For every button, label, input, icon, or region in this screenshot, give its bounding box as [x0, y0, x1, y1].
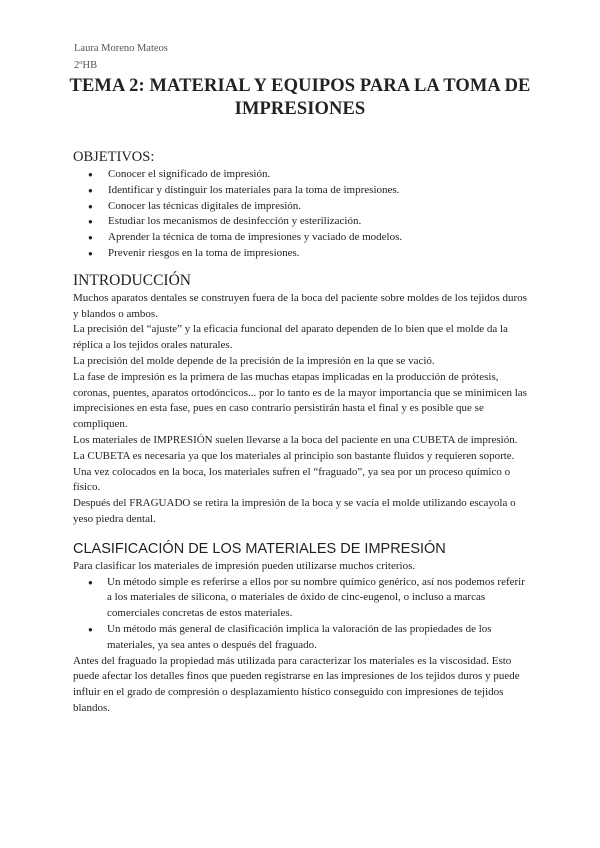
- objectives-heading: OBJETIVOS:: [73, 149, 155, 165]
- bullet-icon: ●: [88, 217, 93, 227]
- objective-text: Estudiar los mecanismos de desinfección y esterilización.: [108, 215, 362, 228]
- intro-paragraph: Muchos aparatos dentales se construyen fuera de la boca del paciente sobre moldes de los tejidos duros y blandos o ambos.: [73, 291, 527, 320]
- classification-heading: CLASIFICACIÓN DE LOS MATERIALES DE IMPRESIÓN: [73, 540, 446, 557]
- intro-paragraph: Una vez colocados en la boca, los materiales sufren el “fraguado”, ya sea por un proceso químico o físico.: [73, 465, 511, 494]
- objective-item: [73, 214, 528, 230]
- introduction-heading: INTRODUCCIÓN: [73, 271, 191, 289]
- objective-text: Prevenir riesgos en la toma de impresiones.: [108, 246, 300, 259]
- objective-item: [73, 199, 528, 215]
- author-name: Laura Moreno Mateos: [74, 43, 168, 54]
- bullet-icon: ●: [88, 185, 93, 195]
- intro-paragraph: La precisión del molde depende de la precisión de la impresión en la que se vació.: [73, 354, 435, 367]
- intro-paragraph: Después del FRAGUADO se retira la impresión de la boca y se vacía el molde utilizando escayola o yeso piedra dental.: [73, 497, 516, 525]
- bullet-icon: ●: [88, 233, 93, 243]
- intro-paragraph: La fase de impresión es la primera de las muchas etapas implicadas en la producción de prótesis, coronas, puentes, aparatos ortodóncicos... por lo tanto es de la mayor importancia que se minimicen las imprecisiones en esta fase, pues en caso contrario persistirán hasta el final y es posible que se compliquen.: [73, 370, 527, 431]
- bullet-icon: ●: [88, 170, 93, 179]
- classification-item: [73, 622, 528, 654]
- page-title: TEMA 2: MATERIAL Y EQUIPOS PARA LA TOMA DE IMPRESIONES: [69, 76, 531, 119]
- bullet-icon: ●: [88, 624, 93, 634]
- objective-item: [73, 246, 528, 262]
- bullet-icon: ●: [88, 201, 93, 211]
- objective-text: Conocer las técnicas digitales de impresión.: [108, 199, 302, 212]
- objective-text: Conocer el significado de impresión.: [108, 168, 271, 180]
- objective-item: [73, 230, 528, 246]
- group-label: 2ºHB: [74, 60, 98, 71]
- objectives-list: [73, 167, 528, 262]
- intro-paragraph: La CUBETA es necesaria ya que los materiales al principio son bastante fluidos y requieren soporte.: [73, 449, 515, 462]
- objective-text: Aprender la técnica de toma de impresiones y vaciado de modelos.: [108, 231, 403, 244]
- classification-list: [73, 575, 528, 654]
- classification-closing: Antes del fraguado la propiedad más utilizada para caracterizar los materiales es la viscosidad. Esto puede afectar los detalles finos que pueden registrarse en las impresiones de los tejidos duros y puede influir en el grado de compresión o desplazamiento hístico conseguido con impresiones de tejidos blandos.: [73, 654, 520, 714]
- bullet-icon: ●: [88, 248, 93, 258]
- classification-intro: Para clasificar los materiales de impresión pueden utilizarse muchos criterios.: [73, 559, 416, 572]
- objective-text: Identificar y distinguir los materiales para la toma de impresiones.: [108, 183, 400, 196]
- classification-text: Un método más general de clasificación implica la valoración de las propiedades de los materiales, ya sea antes o después del fraguado.: [107, 622, 492, 651]
- objective-item: [73, 167, 528, 183]
- document-body: [73, 148, 528, 717]
- intro-paragraph: La precisión del “ajuste” y la eficacia funcional del aparato dependen de lo bien que el molde da la réplica a los tejidos orales naturales.: [73, 323, 508, 352]
- classification-text: Un método simple es referirse a ellos por su nombre químico genérico, así nos podemos referir a los materiales de silicona, o materiales de óxido de cinc-eugenol, o incluso a marcas comerciales concretas de estos materiales.: [107, 575, 525, 620]
- bullet-icon: ●: [88, 577, 93, 587]
- classification-item: [73, 575, 528, 622]
- intro-paragraph: Los materiales de IMPRESIÓN suelen llevarse a la boca del paciente en una CUBETA de impresión.: [73, 433, 518, 446]
- objective-item: [73, 183, 528, 199]
